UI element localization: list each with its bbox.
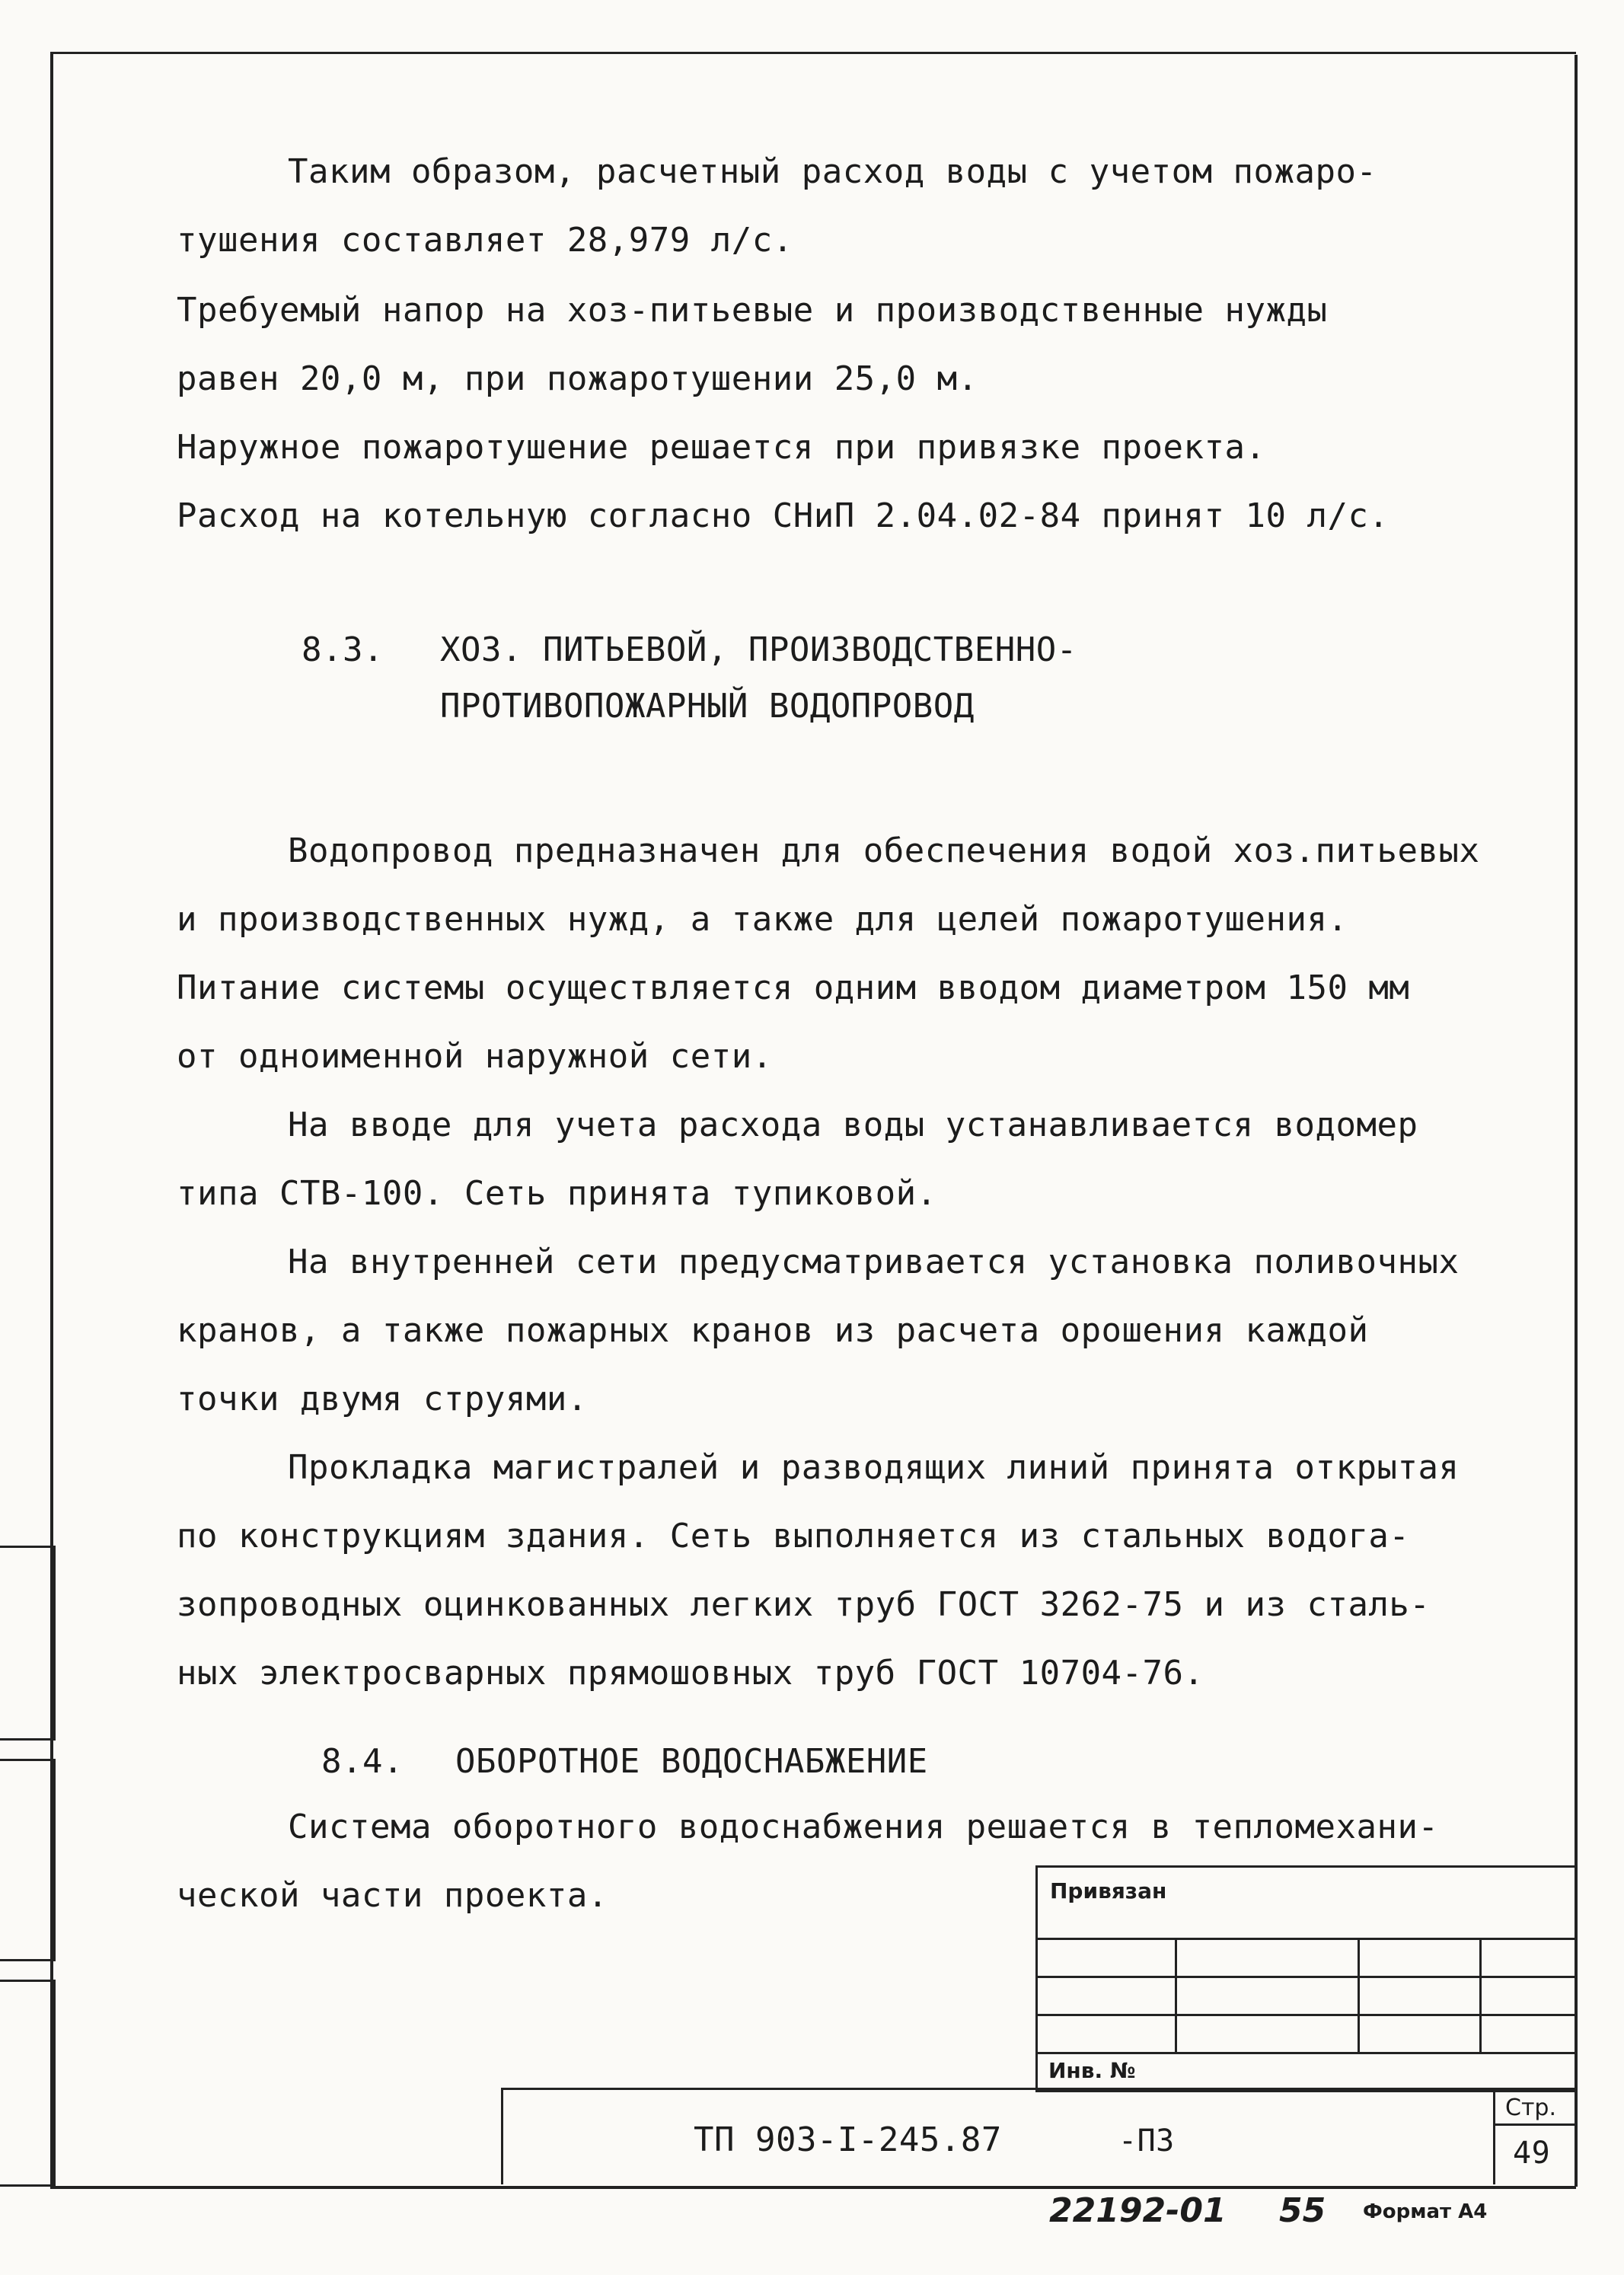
s84-line-2: ческой части проекта. [177, 1876, 608, 1915]
s83-line-12: зопроводных оцинкованных легких труб ГОСТ 3262-75 и из сталь- [177, 1585, 1431, 1624]
p1-line-3: Требуемый напор на хоз-питьевые и производственные нужды [177, 291, 1328, 330]
handwritten-number: 22192-01 [1049, 2191, 1227, 2230]
s83-line-7: На внутренней сети предусматривается установка поливочных [288, 1243, 1460, 1281]
section-8-4-number: 8.4. [321, 1742, 404, 1781]
handwritten-number-2: 55 [1279, 2191, 1326, 2230]
section-8-3-title-2: ПРОТИВОПОЖАРНЫЙ ВОДОПРОВОД [440, 687, 975, 726]
format-label: Формат А4 [1363, 2200, 1488, 2223]
section-8-3-number: 8.3. [302, 630, 384, 669]
section-8-3-title-1: ХОЗ. ПИТЬЕВОЙ, ПРОИЗВОДСТВЕННО- [440, 630, 1077, 669]
stamp-hline-1 [1038, 1938, 1575, 1940]
page-cell-divider [1493, 2090, 1495, 2184]
page-label: Стр. [1505, 2095, 1557, 2121]
stamp-main-block [501, 2088, 1575, 2184]
stamp-upper-block [1035, 1865, 1575, 2092]
page-number: 49 [1513, 2136, 1551, 2171]
margin-box-3 [0, 1980, 56, 2187]
s83-line-3: Питание системы осуществляется одним вводом диаметром 150 мм [177, 968, 1410, 1007]
stamp-vline-3 [1479, 1938, 1482, 2052]
margin-box-2 [0, 1759, 56, 1961]
s83-line-9: точки двумя струями. [177, 1380, 588, 1418]
stamp-vline-2 [1358, 1938, 1360, 2052]
p1-line-1: Таким образом, расчетный расход воды с учетом пожаро- [288, 152, 1377, 191]
stamp-hline-3 [1038, 2014, 1575, 2016]
p1-line-5: Наружное пожаротушение решается при привязке проекта. [177, 428, 1266, 467]
s83-line-1: Водопровод предназначен для обеспечения водой хоз.питьевых [288, 831, 1480, 870]
s84-line-1: Система оборотного водоснабжения решается в тепломехани- [288, 1808, 1439, 1846]
stamp-vline-1 [1175, 1938, 1177, 2052]
s83-line-5: На вводе для учета расхода воды устанавливается водомер [288, 1106, 1418, 1144]
s83-line-10: Прокладка магистралей и разводящих линий принята открытая [288, 1448, 1460, 1487]
p1-line-6: Расход на котельную согласно СНиП 2.04.02-84 принят 10 л/с. [177, 496, 1389, 535]
s83-line-8: кранов, а также пожарных кранов из расчета орошения каждой [177, 1311, 1369, 1350]
inv-label: Инв. № [1048, 2058, 1136, 2083]
stamp-hline-4 [1038, 2052, 1575, 2054]
stamp-hline-2 [1038, 1976, 1575, 1978]
p1-line-2: тушения составляет 28,979 л/с. [177, 221, 793, 260]
s83-line-4: от одноименной наружной сети. [177, 1037, 773, 1076]
s83-line-11: по конструкциям здания. Сеть выполняется из стальных водога- [177, 1517, 1410, 1555]
s83-line-2: и производственных нужд, а также для целей пожаротушения. [177, 900, 1348, 939]
doc-code: ТП 903-I-245.87 [694, 2120, 1002, 2159]
section-8-4-title: ОБОРОТНОЕ ВОДОСНАБЖЕНИЕ [455, 1742, 928, 1781]
s83-line-13: ных электросварных прямошовных труб ГОСТ 10704-76. [177, 1654, 1204, 1693]
p1-line-4: равен 20,0 м, при пожаротушении 25,0 м. [177, 359, 978, 398]
doc-suffix: -ПЗ [1118, 2123, 1175, 2159]
margin-box-1 [0, 1546, 56, 1741]
s83-line-6: типа СТВ-100. Сеть принята тупиковой. [177, 1174, 937, 1213]
page-cell-hline [1493, 2123, 1575, 2126]
privyazan-label: Привязан [1050, 1878, 1167, 1903]
